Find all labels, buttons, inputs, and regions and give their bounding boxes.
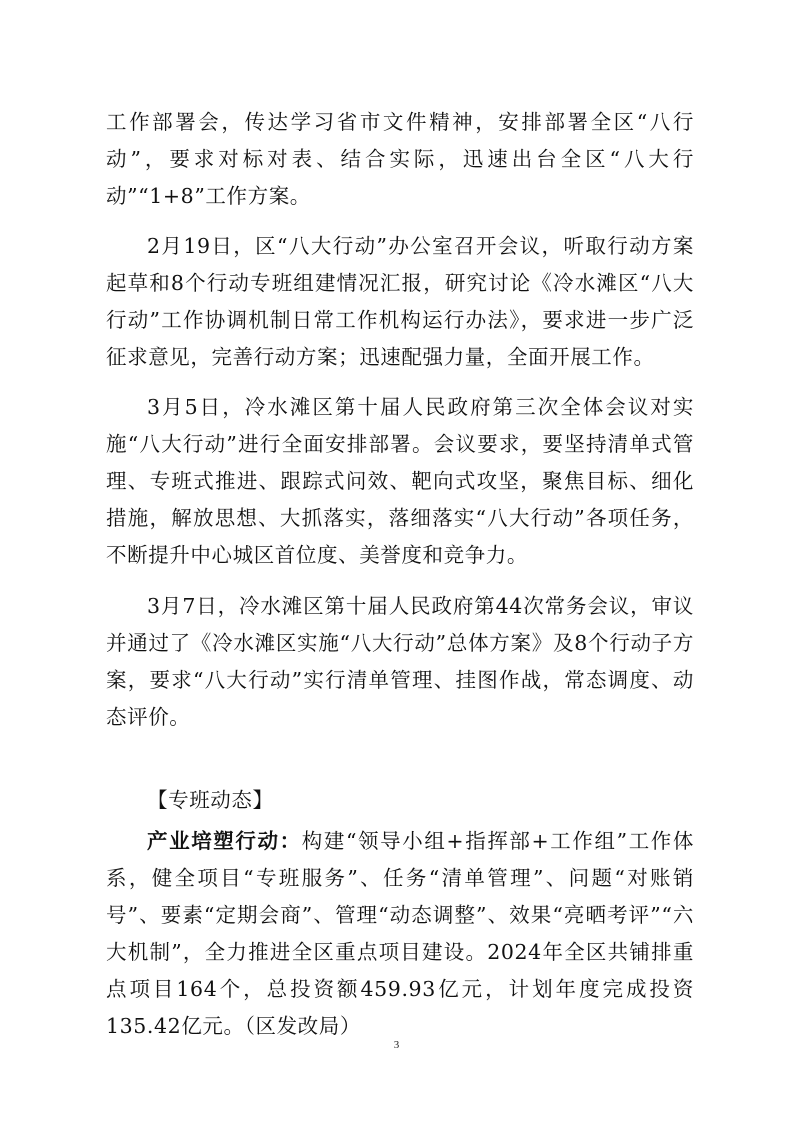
section-item-lead: 产业培塑行动：: [147, 829, 302, 853]
paragraph-feb-19: 2月19日，区“八大行动”办公室召开会议，听取行动方案起草和8个行动专班组建情况汇报，研究讨论《冷水滩区“八大行动”工作协调机制日常工作机构运行办法》，要求进一步广泛征求意见，完善行动方案；迅速配强力量，全面开展工作。: [106, 234, 694, 369]
section-heading: 【专班动态】: [147, 788, 274, 812]
paragraph-continuation: 工作部署会，传达学习省市文件精神，安排部署全区“八行动”，要求对标对表、结合实际，迅速出台全区“八大行动”“1+8”工作方案。: [106, 110, 694, 208]
section-item-body: 构建“领导小组+指挥部+工作组”工作体系，健全项目“专班服务”、任务“清单管理”、问题“对账销号”、要素“定期会商”、管理“动态调整”、效果“亮晒考评”“六大机制”，全力推进全区重点项目建设。2024年全区共铺排重点项目164个，总投资额459.93亿元，计划年度完成投资135.42亿元。（区发改局）: [106, 829, 695, 1038]
paragraph-mar-7: 3月7日，冷水滩区第十届人民政府第44次常务会议，审议并通过了《冷水滩区实施“八大行动”总体方案》及8个行动子方案，要求“八大行动”实行清单管理、挂图作战，常态调度、动态评价。: [106, 594, 694, 729]
section-item-industry: [106, 823, 694, 1045]
page-number: 3: [393, 1039, 400, 1051]
paragraph-mar-5: 3月5日，冷水滩区第十届人民政府第三次全体会议对实施“八大行动”进行全面安排部署。会议要求，要坚持清单式管理、专班式推进、跟踪式问效、靶向式攻坚，聚焦目标、细化措施，解放思想、大抓落实，落细落实“八大行动”各项任务，不断提升中心城区首位度、美誉度和竞争力。: [106, 395, 694, 567]
